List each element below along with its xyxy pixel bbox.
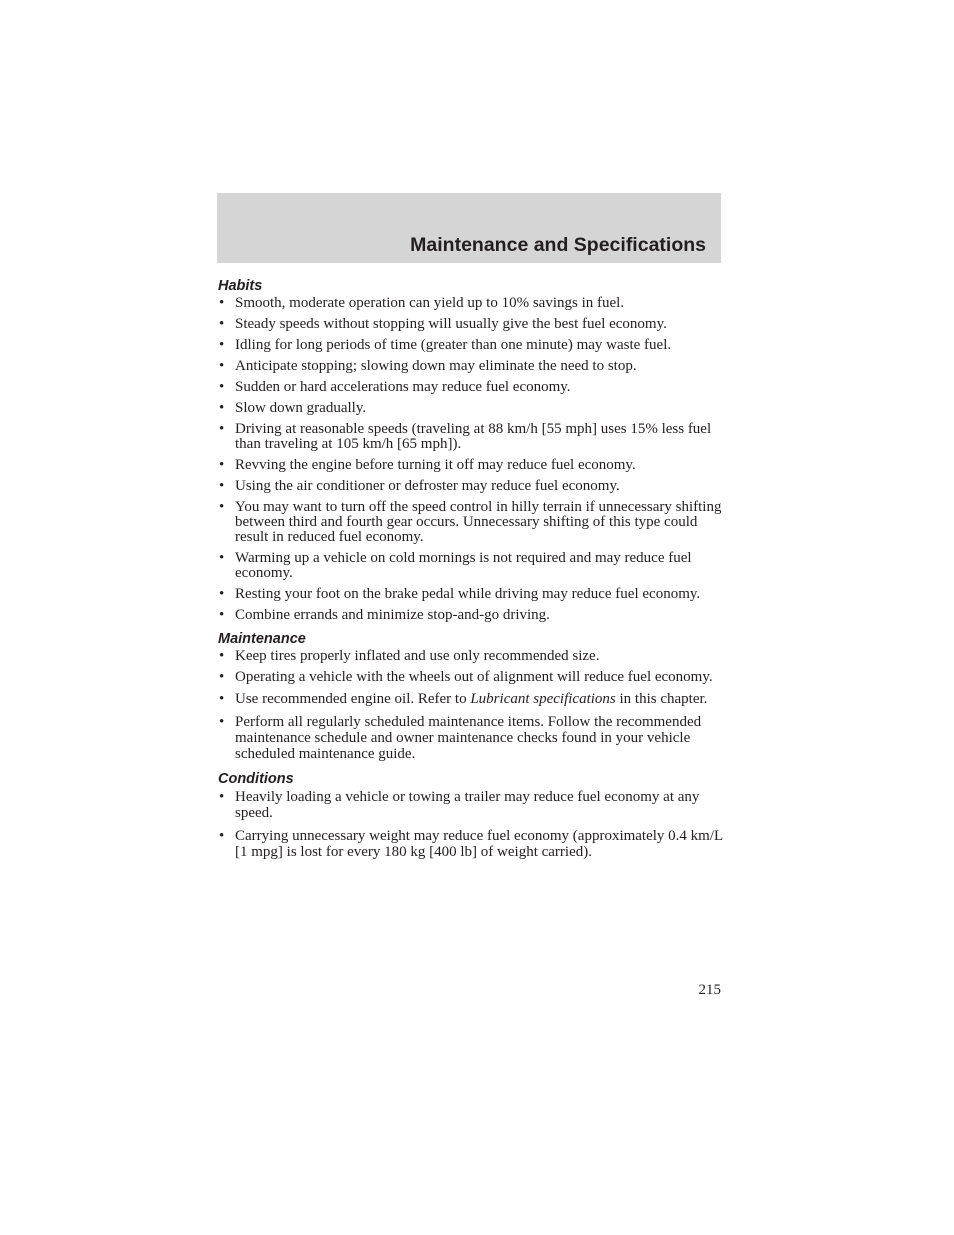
oil-text-after: in this chapter. (615, 691, 708, 707)
list-item: • You may want to turn off the speed control in hilly terrain if unnecessary shifting between third and fourth gear occurs. Unnecessary shifting of this type could result in reduced fuel economy. (218, 500, 724, 545)
conditions-list (218, 789, 724, 860)
section-heading-maintenance: Maintenance (218, 631, 306, 647)
chapter-header-band (217, 193, 721, 263)
list-item: • Carrying unnecessary weight may reduce fuel economy (approximately 0.4 km/L [1 mpg] is lost for every 180 kg [400 lb] of weight carried). (218, 828, 724, 860)
list-item: • Sudden or hard accelerations may reduce fuel economy. (218, 380, 724, 395)
list-item: • Using the air conditioner or defroster may reduce fuel economy. (218, 479, 724, 494)
list-item: • Perform all regularly scheduled maintenance items. Follow the recommended maintenance schedule and owner maintenance checks found in your vehicle scheduled maintenance guide. (218, 714, 724, 762)
list-item: • Slow down gradually. (218, 401, 724, 416)
list-item: • Warming up a vehicle on cold mornings is not required and may reduce fuel economy. (218, 551, 724, 581)
list-item: • Driving at reasonable speeds (traveling at 88 km/h [55 mph] uses 15% less fuel than traveling at 105 km/h [65 mph]). (218, 422, 724, 452)
maintenance-list-continued (218, 691, 724, 762)
habits-list (218, 296, 724, 623)
list-item: • Operating a vehicle with the wheels out of alignment will reduce fuel economy. (218, 670, 724, 685)
maintenance-list (218, 649, 724, 685)
list-item: • Smooth, moderate operation can yield up to 10% savings in fuel. (218, 296, 724, 311)
page-number: 215 (698, 982, 721, 998)
chapter-title: Maintenance and Specifications (410, 234, 706, 256)
list-item: • Steady speeds without stopping will usually give the best fuel economy. (218, 317, 724, 332)
list-item: • Idling for long periods of time (greater than one minute) may waste fuel. (218, 338, 724, 353)
list-item: • Heavily loading a vehicle or towing a trailer may reduce fuel economy at any speed. (218, 789, 724, 821)
list-item: • Anticipate stopping; slowing down may eliminate the need to stop. (218, 359, 724, 374)
page-content (218, 276, 724, 867)
list-item: • Resting your foot on the brake pedal while driving may reduce fuel economy. (218, 587, 724, 602)
list-item: • Revving the engine before turning it off may reduce fuel economy. (218, 458, 724, 473)
section-heading-conditions: Conditions (218, 771, 294, 787)
list-item-oil (218, 691, 724, 707)
list-item: • Keep tires properly inflated and use only recommended size. (218, 649, 724, 664)
list-item: • Combine errands and minimize stop-and-go driving. (218, 608, 724, 623)
lubricant-specifications-reference: Lubricant specifications (470, 691, 616, 707)
oil-text-before: Use recommended engine oil. Refer to (235, 691, 471, 707)
section-heading-habits: Habits (218, 278, 263, 294)
